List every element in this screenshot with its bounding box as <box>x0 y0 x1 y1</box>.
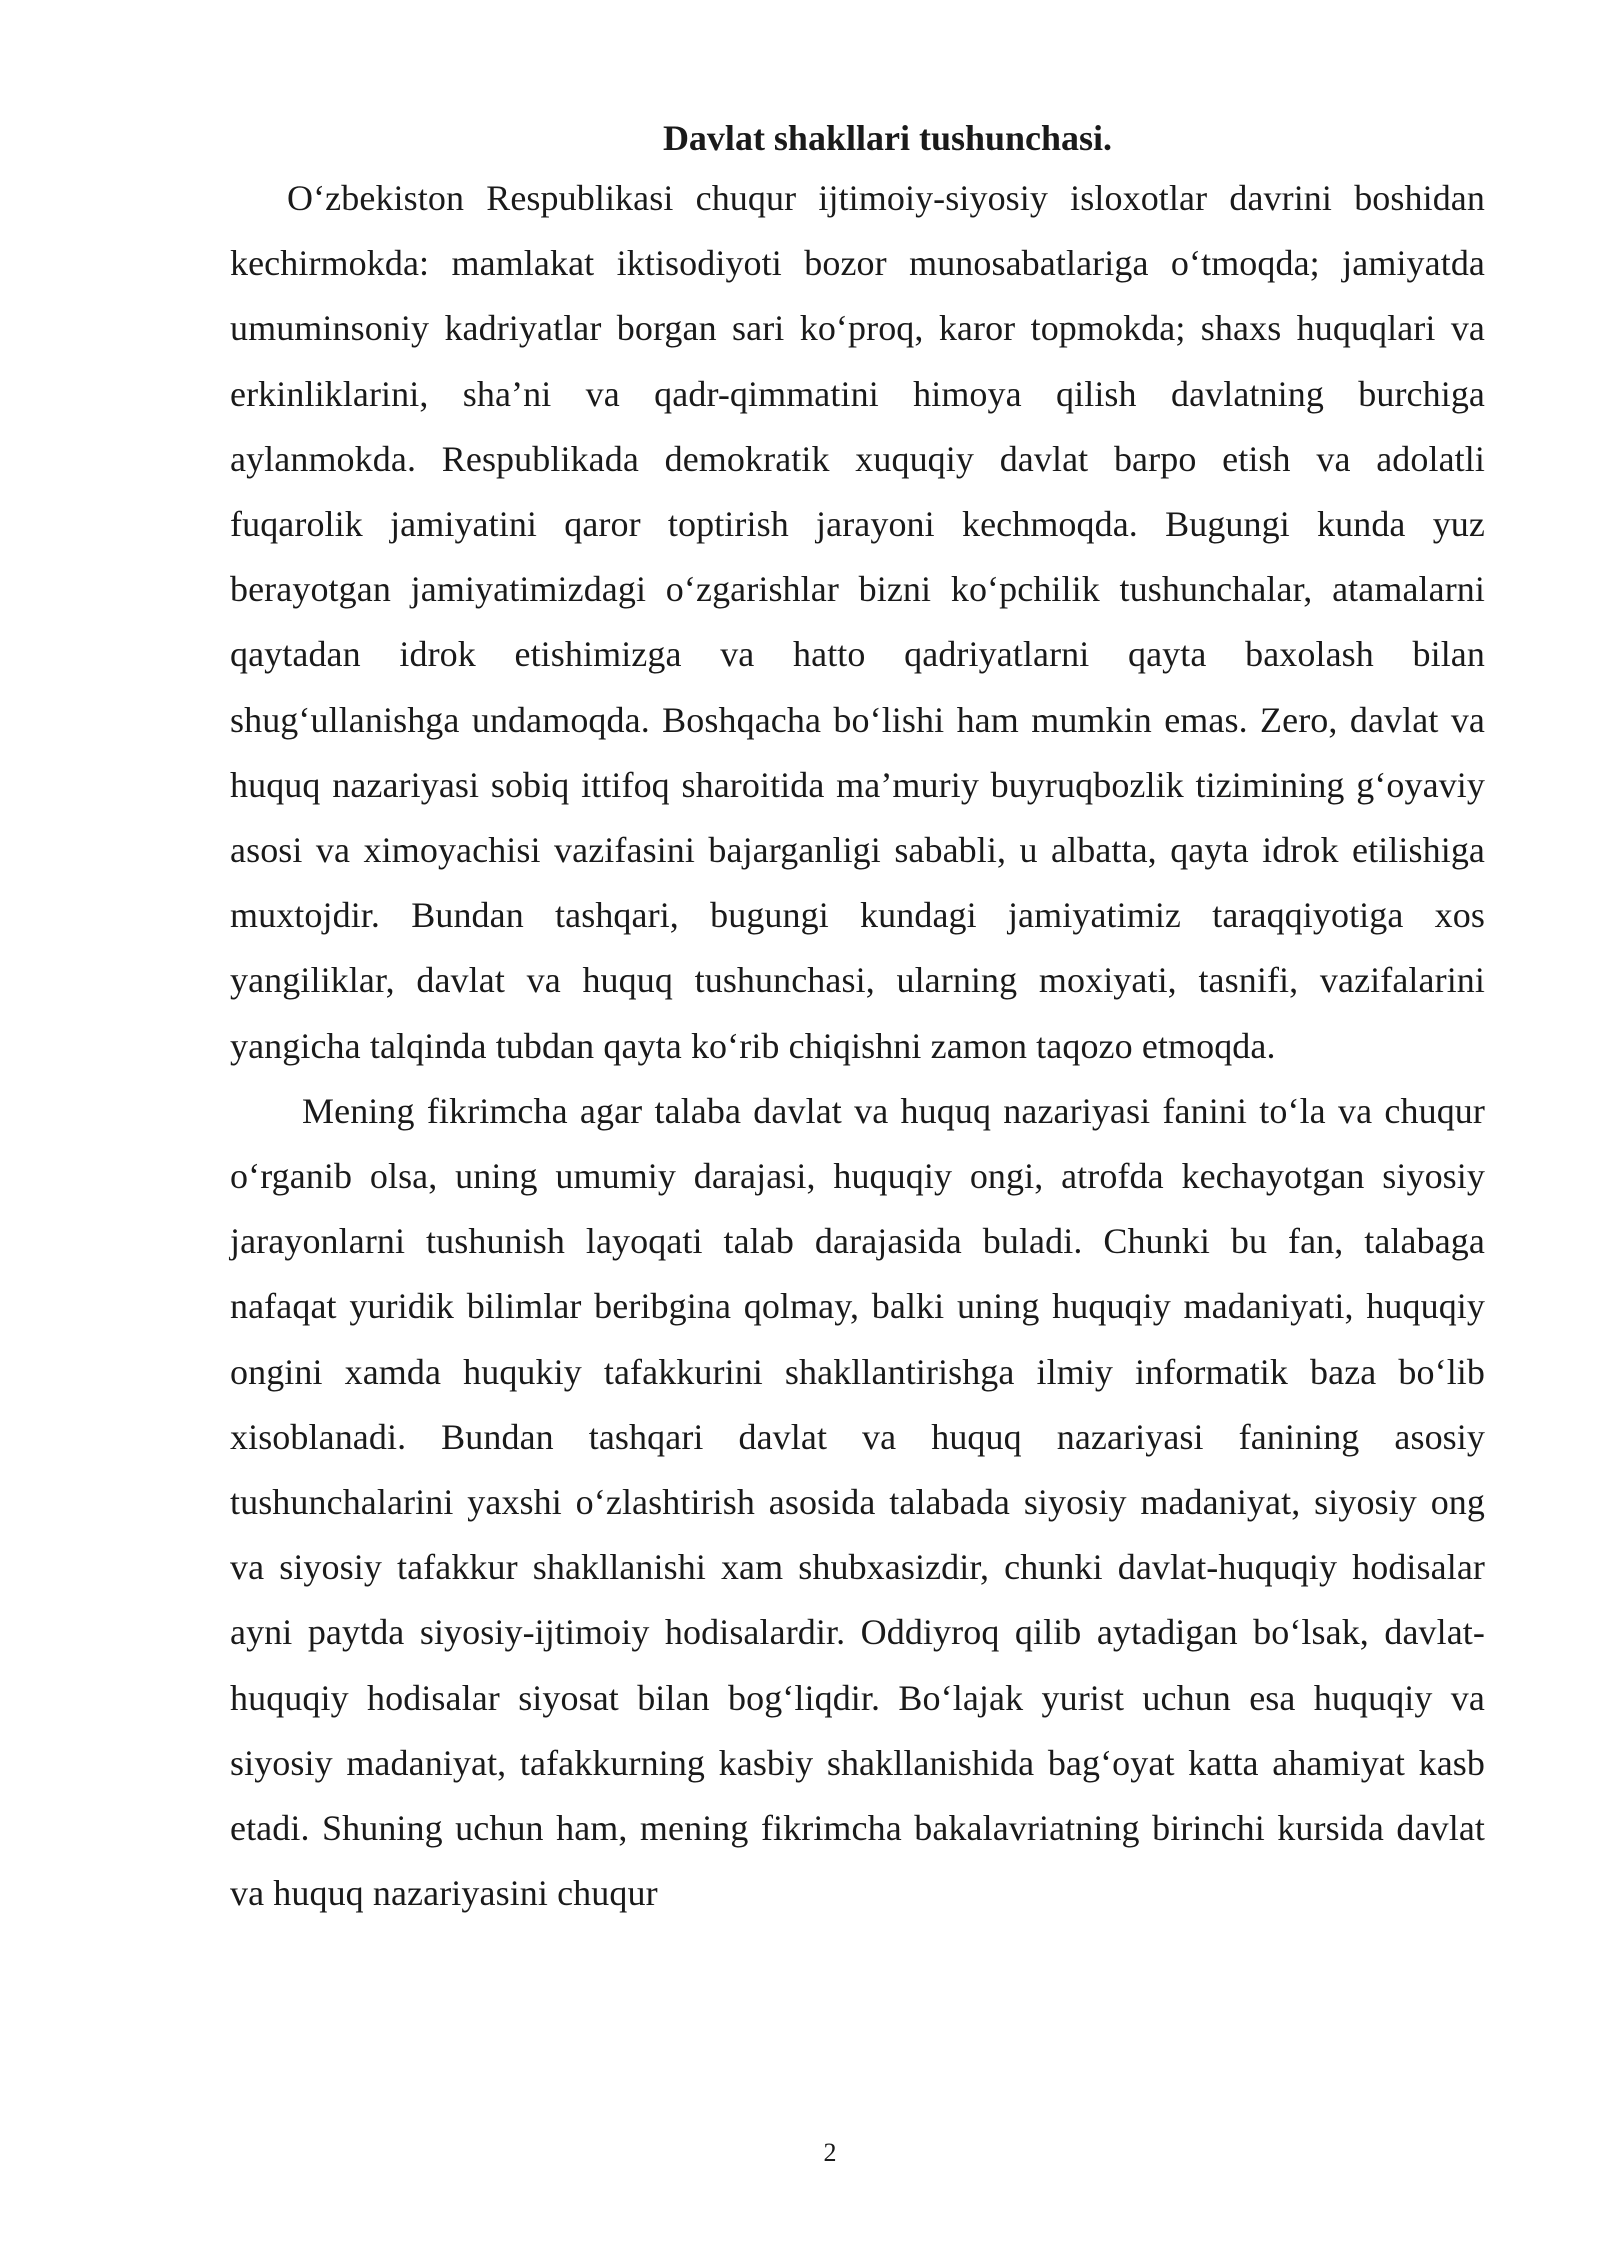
page-number: 2 <box>823 2138 837 2167</box>
paragraph-2: Mening fikrimcha agar talaba davlat va huquq nazariyasi fanini to‘la va chuqur o‘rganib olsa, uning umumiy darajasi, huquqiy ongi, atrofda kechayotgan siyosiy jarayonlarni tushunish layoqati talab darajasida buladi. Chunki bu fan, talabaga nafaqat yuridik bilimlar beribgina qolmay, balki uning huquqiy madaniyati, huquqiy ongini xamda huqukiy tafakkurini shakllantirishga ilmiy informatik baza bo‘lib xisoblanadi. Bundan tashqari davlat va huquq nazariyasi fanining asosiy tushunchalarini yaxshi o‘zlashtirish asosida talabada siyosiy madaniyat, siyosiy ong va siyosiy tafakkur shakllanishi xam shubxasizdir, chunki davlat-huquqiy hodisalar ayni paytda siyosiy-ijtimoiy hodisalardir. Oddiyroq qilib aytadigan bo‘lsak, davlat-huquqiy hodisalar siyosat bilan bog‘liqdir. Bo‘lajak yurist uchun esa huquqiy va siyosiy madaniyat, tafakkurning kasbiy shakllanishida bag‘oyat katta ahamiyat kasb etadi. Shuning uchun ham, mening fikrimcha bakalavriatning birinchi kursida davlat va huquq nazariyasini chuqur <box>230 1090 1485 1914</box>
document-title: Davlat shakllari tushunchasi. <box>662 118 1113 158</box>
document-page <box>230 110 1485 1926</box>
paragraph-1: O‘zbekiston Respublikasi chuqur ijtimoiy-siyosiy isloxotlar davrini boshidan kechirmokda: mamlakat iktisodiyoti bozor munosabatlariga o‘tmoqda; jamiyatda umuminsoniy kadriyatlar borgan sari ko‘proq, karor topmokda; shaxs huquqlari va erkinliklarini, sha’ni va qadr-qimmatini himoya qilish davlatning burchiga aylanmokda. Respublikada demokratik xuquqiy davlat barpo etish va adolatli fuqarolik jamiyatini qaror toptirish jarayoni kechmoqda. Bugungi kunda yuz berayotgan jamiyatimizdagi o‘zgarishlar bizni ko‘pchilik tushunchalar, atamalarni qaytadan idrok etishimizga va hatto qadriyatlarni qayta baxolash bilan shug‘ullanishga undamoqda. Boshqacha bo‘lishi ham mumkin emas. Zero, davlat va huquq nazariyasi sobiq ittifoq sharoitida ma’muriy buyruqbozlik tizimining g‘oyaviy asosi va ximoyachisi vazifasini bajarganligi sababli, u albatta, qayta idrok etilishiga muxtojdir. Bundan tashqari, bugungi kundagi jamiyatimiz taraqqiyotiga xos yangiliklar, davlat va huquq tushunchasi, ularning moxiyati, tasnifi, vazifalarini yangicha talqinda tubdan qayta ko‘rib chiqishni zamon taqozo etmoqda. <box>230 178 1485 1066</box>
